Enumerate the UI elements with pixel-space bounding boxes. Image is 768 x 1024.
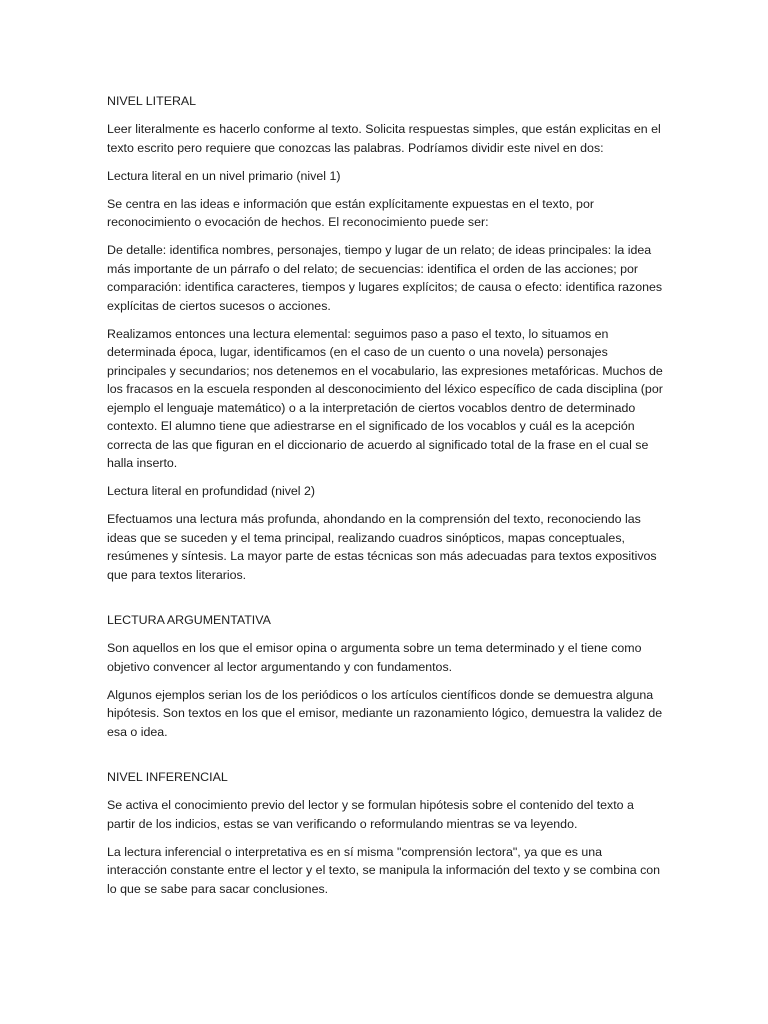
subheading-nivel-primario: Lectura literal en un nivel primario (nivel 1) — [107, 168, 341, 183]
subheading-profundidad: Lectura literal en profundidad (nivel 2) — [107, 484, 316, 498]
paragraph-inferencial-1: Se activa el conocimiento previo del lector y se formulan hipótesis sobre el contenido del texto a partir de los indicios, estas se van verificando o reformulando mientras se va leyendo. — [107, 798, 634, 831]
paragraph-inferencial-2: La lectura inferencial o interpretativa es en sí misma "comprensión lectora", ya que es una interacción constante entre el lector y el texto, se manipula la información del texto y se combina con lo que se sabe para sacar conclusiones. — [107, 844, 661, 896]
section-heading-nivel-literal: NIVEL LITERAL — [107, 94, 197, 108]
paragraph-argumentativa-1: Son aquellos en los que el emisor opina o argumenta sobre un tema determinado y el tiene como objetivo convencer al lector argumentando y con fundamentos. — [107, 641, 642, 674]
paragraph-nivel-primario: Se centra en las ideas e información que están explícitamente expuestas en el texto, por reconocimiento o evocación de hechos. El reconocimiento puede ser: — [107, 196, 594, 229]
paragraph-reconocimiento-detalle: De detalle: identifica nombres, personajes, tiempo y lugar de un relato; de ideas principales: la idea más importante de un párrafo o del relato; de secuencias: identifica el orden de las acciones; por comparación: identifica caracteres, tiempos y lugares explícitos; de causa o efecto: identifica razones explícitas de ciertos sucesos o acciones. — [107, 243, 663, 313]
paragraph-argumentativa-2: Algunos ejemplos serian los de los periódicos o los artículos científicos donde se demuestra alguna hipótesis. Son textos en los que el emisor, mediante un razonamiento lógico, demuestra la validez de esa o idea. — [107, 687, 663, 739]
paragraph-nivel-literal-intro: Leer literalmente es hacerlo conforme al texto. Solicita respuestas simples, que están explicitas en el texto escrito pero requiere que conozcas las palabras. Podríamos dividir este nivel en dos: — [107, 122, 661, 155]
section-heading-lectura-argumentativa: LECTURA ARGUMENTATIVA — [107, 613, 271, 627]
document-body — [107, 92, 663, 908]
paragraph-lectura-elemental: Realizamos entonces una lectura elemental: seguimos paso a paso el texto, lo situamos en determinada época, lugar, identificamos (en el caso de un cuento o una novela) personajes principales y secundarios; nos detenemos en el vocabulario, las expresiones metafóricas. Muchos de los fracasos en la escuela responden al desconocimiento del léxico específico de cada disciplina (por ejemplo el lenguaje matemático) o a la interpretación de ciertos vocablos dentro de determinado contexto. El alumno tiene que adiestrarse en el significado de los vocablos y cuál es la acepción correcta de las que figuran en el diccionario de acuerdo al significado total de la frase en el cual se halla inserto. — [107, 326, 663, 470]
section-heading-nivel-inferencial: NIVEL INFERENCIAL — [107, 770, 228, 784]
paragraph-profundidad: Efectuamos una lectura más profunda, ahondando en la comprensión del texto, reconociendo las ideas que se suceden y el tema principal, realizando cuadros sinópticos, mapas conceptuales, resúmenes y síntesis. La mayor parte de estas técnicas son más adecuadas para textos expositivos que para textos literarios. — [107, 512, 657, 582]
